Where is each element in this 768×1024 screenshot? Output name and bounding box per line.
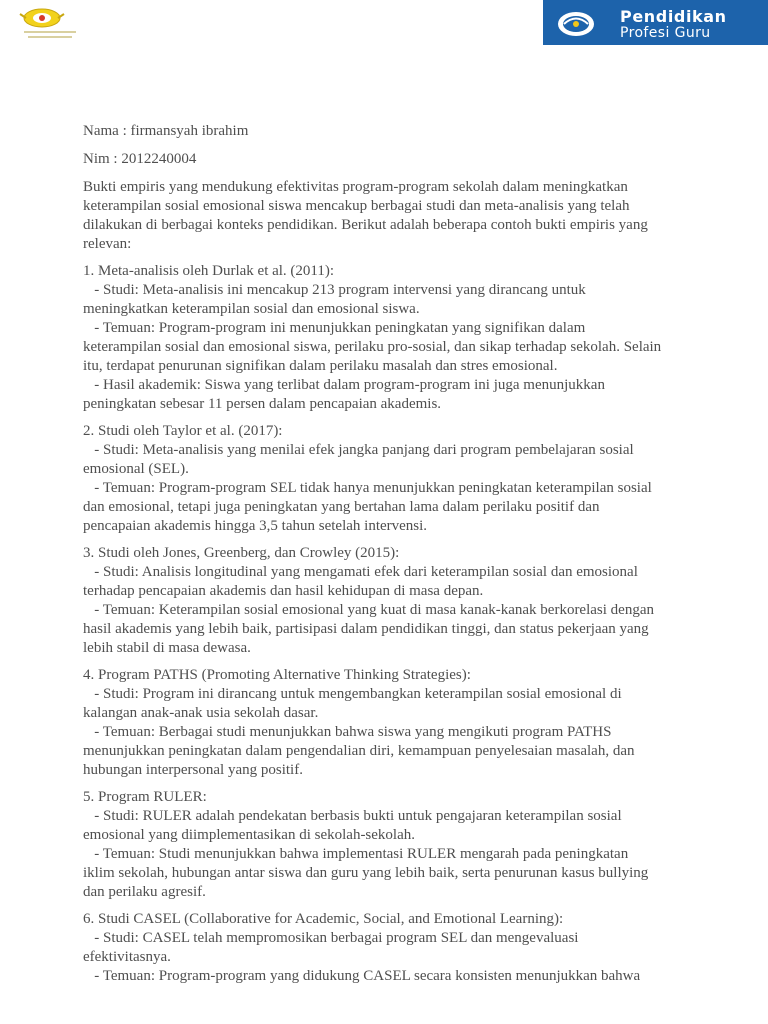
- section-line: - Studi: Program ini dirancang untuk mengembangkan keterampilan sosial emosional di: [83, 686, 622, 702]
- section-line: lebih stabil di masa dewasa.: [83, 640, 251, 656]
- section-line: keterampilan sosial dan emosional siswa, perilaku pro-sosial, dan sikap terhadap sekolah. Selain: [83, 339, 662, 355]
- section-line: emosional (SEL).: [83, 461, 189, 477]
- section-line: hasil akademis yang lebih baik, partisipasi dalam pendidikan tinggi, dan status pekerjaan yang: [83, 621, 649, 637]
- spacer: [83, 169, 683, 178]
- section-line: terhadap pencapaian akademis dan hasil kehidupan di masa depan.: [83, 583, 484, 599]
- section-heading: 1. Meta-analisis oleh Durlak et al. (2011):: [83, 263, 335, 279]
- section-line: dan perilaku agresif.: [83, 884, 206, 900]
- page-header: [0, 0, 768, 48]
- section-line: iklim sekolah, hubungan antar siswa dan guru yang lebih baik, serta penurunan kasus bullying: [83, 865, 649, 881]
- section-line: - Studi: CASEL telah mempromosikan berbagai program SEL dan mengevaluasi: [83, 930, 579, 946]
- spacer: [83, 414, 683, 422]
- spacer: [83, 254, 683, 262]
- section-line: pencapaian akademis hingga 3,5 tahun setelah intervensi.: [83, 518, 428, 534]
- section-line: efektivitasnya.: [83, 949, 171, 965]
- section-line: dan emosional, tetapi juga peningkatan yang bertahan lama dalam perilaku positif dan: [83, 499, 600, 515]
- student-name: Nama : firmansyah ibrahim: [83, 123, 249, 139]
- section-paths: [83, 666, 683, 780]
- ppg-subtitle: Profesi Guru: [620, 25, 711, 41]
- paragraph-line: keterampilan sosial emosional siswa mencakup berbagai studi dan meta-analisis yang telah: [83, 198, 630, 214]
- section-line: meningkatkan keterampilan sosial dan emosional siswa.: [83, 301, 420, 317]
- paragraph-line: relevan:: [83, 236, 132, 252]
- paragraph-line: dilakukan di berbagai konteks pendidikan. Berikut adalah beberapa contoh bukti empiris yang: [83, 217, 648, 233]
- section-line: - Temuan: Berbagai studi menunjukkan bahwa siswa yang mengikuti program PATHS: [83, 724, 612, 740]
- tut-wuri-handayani-icon: [556, 9, 596, 39]
- section-line: - Studi: Meta-analisis ini mencakup 213 program intervensi yang dirancang untuk: [83, 282, 586, 298]
- section-line: - Temuan: Keterampilan sosial emosional yang kuat di masa kanak-kanak berkorelasi dengan: [83, 602, 654, 618]
- ppg-title: Pendidikan: [620, 7, 727, 26]
- section-line: - Hasil akademik: Siswa yang terlibat dalam program-program ini juga menunjukkan: [83, 377, 605, 393]
- section-line: itu, terdapat penurunan signifikan dalam perilaku masalah dan stres emosional.: [83, 358, 558, 374]
- section-line: - Studi: RULER adalah pendekatan berbasis bukti untuk pengajaran keterampilan sosial: [83, 808, 622, 824]
- spacer: [83, 780, 683, 788]
- spacer: [83, 536, 683, 544]
- section-heading: 4. Program PATHS (Promoting Alternative Thinking Strategies):: [83, 667, 471, 683]
- section-line: - Studi: Meta-analisis yang menilai efek jangka panjang dari program pembelajaran sosial: [83, 442, 634, 458]
- section-heading: 3. Studi oleh Jones, Greenberg, dan Crowley (2015):: [83, 545, 400, 561]
- section-heading: 5. Program RULER:: [83, 789, 207, 805]
- spacer: [83, 658, 683, 666]
- ppg-logo: [543, 0, 768, 45]
- section-line: - Temuan: Program-program ini menunjukkan peningkatan yang signifikan dalam: [83, 320, 586, 336]
- spacer: [83, 902, 683, 910]
- section-line: - Temuan: Studi menunjukkan bahwa implementasi RULER mengarah pada peningkatan: [83, 846, 629, 862]
- intro-paragraph: [83, 178, 683, 254]
- section-heading: 2. Studi oleh Taylor et al. (2017):: [83, 423, 283, 439]
- section-line: kalangan anak-anak usia sekolah dasar.: [83, 705, 319, 721]
- section-line: emosional yang diimplementasikan di sekolah-sekolah.: [83, 827, 416, 843]
- section-line: - Studi: Analisis longitudinal yang mengamati efek dari keterampilan sosial dan emosional: [83, 564, 638, 580]
- student-nim: Nim : 2012240004: [83, 151, 197, 167]
- university-logo: [18, 4, 82, 44]
- section-heading: 6. Studi CASEL (Collaborative for Academic, Social, and Emotional Learning):: [83, 911, 564, 927]
- section-line: hubungan interpersonal yang positif.: [83, 762, 303, 778]
- section-line: menunjukkan peningkatan dalam pengendalian diri, kemampuan penyelesaian masalah, dan: [83, 743, 635, 759]
- section-casel: [83, 910, 683, 986]
- section-taylor: [83, 422, 683, 536]
- section-line: - Temuan: Program-program yang didukung CASEL secara konsisten menunjukkan bahwa: [83, 968, 641, 984]
- section-jones: [83, 544, 683, 658]
- section-line: peningkatan sebesar 11 persen dalam pencapaian akademis.: [83, 396, 442, 412]
- document-body: [83, 122, 683, 986]
- paragraph-line: Bukti empiris yang mendukung efektivitas program-program sekolah dalam meningkatkan: [83, 179, 628, 195]
- section-ruler: [83, 788, 683, 902]
- section-durlak: [83, 262, 683, 414]
- section-line: - Temuan: Program-program SEL tidak hanya menunjukkan peningkatan keterampilan sosial: [83, 480, 652, 496]
- spacer: [83, 141, 683, 150]
